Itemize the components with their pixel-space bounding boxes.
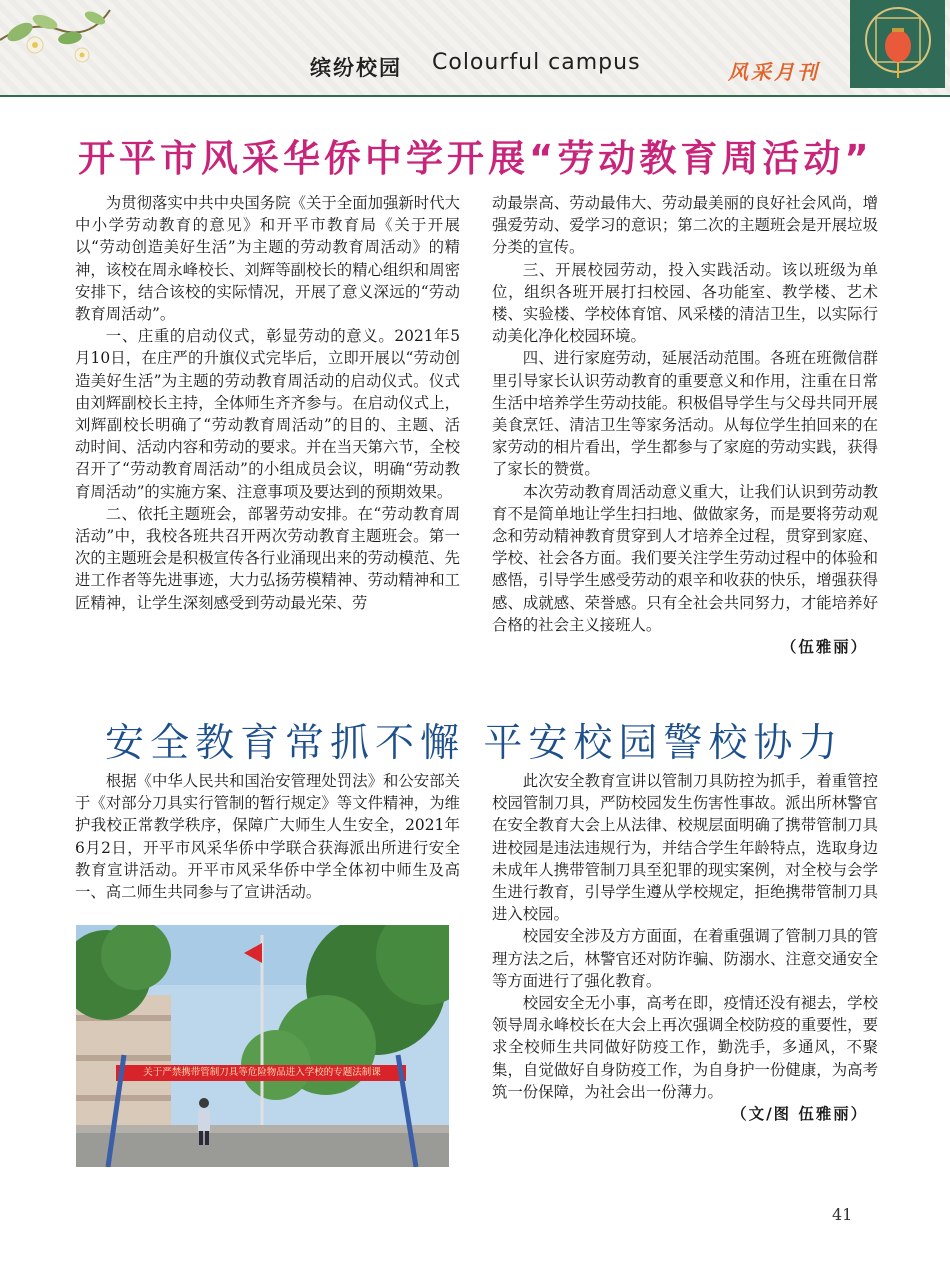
paragraph: 动最崇高、劳动最伟大、劳动最美丽的良好社会风尚，增强爱劳动、爱学习的意识；第二次的主题班会是开展垃圾分类的宣传。 xyxy=(492,194,878,257)
article2-title: 安全教育常抓不懈 平安校园警校协力 xyxy=(105,721,844,766)
paragraph: 本次劳动教育周活动意义重大，让我们认识到劳动教育不是简单地让学生扫扫地、做做家务，而是要将劳动观念和劳动精神教育贯穿到人才培养全过程，贯穿到家庭、学校、社会各方面。我们要关注学生劳动过程中的体验和感悟，引导学生感受劳动的艰辛和收获的快乐，增强获得感、成就感、荣誉感。只有全社会共同努力，才能培养好合格的社会主义接班人。 xyxy=(492,482,878,634)
article1-column-left xyxy=(75,192,460,694)
flower-decoration-icon xyxy=(0,0,120,80)
article2-column-right xyxy=(492,770,878,1180)
article2-column-left xyxy=(75,770,460,920)
photo-banner-text: 关于严禁携带管制刀具等危险物品进入学校的专题法制课 xyxy=(143,1067,381,1078)
paragraph: 二、依托主题班会，部署劳动安排。在“劳动教育周活动”中，我校各班共召开两次劳动教育主题班会。第一次的主题班会是积极宣传各行业涌现出来的劳动模范、先进工作者等先进事迹，大力弘扬劳模精神、劳动精神和工匠精神，让学生深刻感受到劳动最光荣、劳 xyxy=(75,504,460,612)
page-header xyxy=(0,0,950,95)
magazine-name: 风采月刊 xyxy=(728,60,820,84)
paragraph: 为贯彻落实中共中央国务院《关于全面加强新时代大中小学劳动教育的意见》和开平市教育局《关于开展以“劳动创造美好生活”为主题的劳动教育周活动》的精神，该校在周永峰校长、刘辉等副校长的精心组织和周密安排下，结合该校的实际情况，开展了意义深远的“劳动教育周活动”。 xyxy=(75,194,460,324)
article1-column-right xyxy=(492,192,878,697)
paragraph: 一、庄重的启动仪式，彰显劳动的意义。2021年5月10日，在庄严的升旗仪式完毕后，立即开展以“劳动创造美好生活”为主题的劳动教育周活动的启动仪式。仪式由刘辉副校长主持，全体师生齐齐参与。在启动仪式上，刘辉副校长明确了“劳动教育周活动”的目的、主题、活动时间、活动内容和劳动的要求。并在当天第六节，全校召开了“劳动教育周活动”的小组成员会议，明确“劳动教育周活动”的实施方案、注意事项及要达到的预期效果。 xyxy=(75,327,460,501)
campus-photo-illustration xyxy=(76,925,449,1167)
paragraph: 三、开展校园劳动，投入实践活动。该以班级为单位，组织各班开展打扫校园、各功能室、教学楼、艺术楼、实验楼、学校体育馆、风采楼的清洁卫生，以实际行动美化净化校园环境。 xyxy=(492,260,878,346)
paragraph: 根据《中华人民共和国治安管理处罚法》和公安部关于《对部分刀具实行管制的暂行规定》等文件精神，为维护我校正常教学秩序，保障广大师生人生安全，2021年6月2日，开平市风采华侨中学联合获海派出所进行安全教育宣讲活动。开平市风采华侨中学全体初中师生及高一、高二师生共同参与了宣讲活动。 xyxy=(75,772,460,902)
event-photo xyxy=(76,925,449,1167)
page-number: 41 xyxy=(832,1205,853,1224)
paragraph: 校园安全涉及方方面面，在着重强调了管制刀具的管理方法之后，林警官还对防诈骗、防溺水、注意交通安全等方面进行了强化教育。 xyxy=(492,927,878,990)
lantern-window-icon xyxy=(840,0,950,92)
section-title-cn: 缤纷校园 xyxy=(310,55,402,80)
paragraph: 四、进行家庭劳动，延展活动范围。各班在班微信群里引导家长认识劳动教育的重要意义和作用，注重在日常生活中培养学生劳动技能。积极倡导学生与父母共同开展美食烹饪、清洁卫生等家务活动。从每位学生拍回来的在家劳动的相片看出，学生都参与了家庭的劳动实践，获得了家长的赞赏。 xyxy=(492,349,878,479)
header-divider xyxy=(0,95,950,97)
article2-signature: （文/图 伍雅丽） xyxy=(731,1105,868,1124)
section-title-en: Colourful campus xyxy=(432,50,641,75)
paragraph: 校园安全无小事，高考在即，疫情还没有褪去，学校领导周永峰校长在大会上再次强调全校防疫的重要性，要求全校师生共同做好防疫工作，勤洗手，多通风，不聚集，自觉做好自身防疫工作，为自身护一份健康，为高考筑一份保障，为社会出一份薄力。 xyxy=(492,994,878,1101)
paragraph: 此次安全教育宣讲以管制刀具防控为抓手，着重管控校园管制刀具，严防校园发生伤害性事故。派出所林警官在安全教育大会上从法律、校规层面明确了携带管制刀具进校园是违法违规行为，并结合学生年龄特点，选取身边未成年人携带管制刀具至犯罪的现实案例，对全校与会学生进行教育，引导学生遵从学校规定，拒绝携带管制刀具进入校园。 xyxy=(492,772,878,924)
article1-title: 开平市风采华侨中学开展“劳动教育周活动” xyxy=(78,137,873,180)
article1-signature: （伍雅丽） xyxy=(781,638,868,657)
